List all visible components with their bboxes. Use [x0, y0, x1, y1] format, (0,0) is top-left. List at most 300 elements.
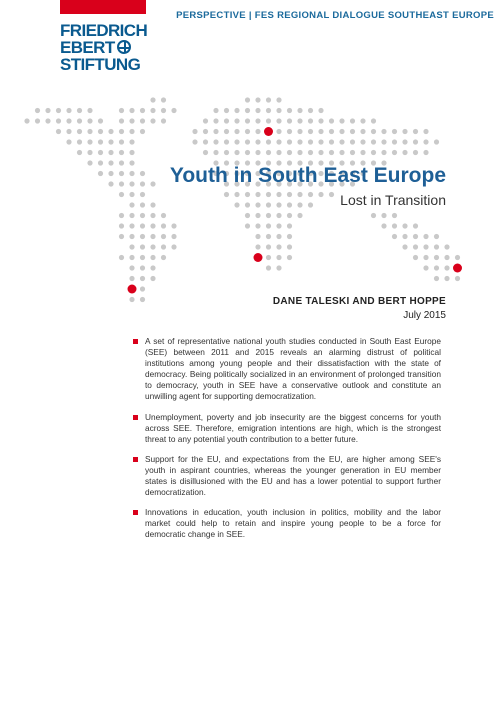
map-dot [161, 213, 166, 218]
map-dot [276, 129, 281, 134]
map-dot [297, 108, 302, 113]
map-dot [224, 139, 229, 144]
map-dot [129, 223, 134, 228]
map-dot [77, 139, 82, 144]
bullet-square-icon [133, 510, 138, 515]
map-dot [213, 150, 218, 155]
map-dot [140, 255, 145, 260]
map-dot [87, 139, 92, 144]
map-dot [318, 139, 323, 144]
map-dot [150, 202, 155, 207]
map-dot [255, 97, 260, 102]
map-dot [192, 129, 197, 134]
map-dot [308, 202, 313, 207]
map-dot [98, 129, 103, 134]
map-dot [245, 150, 250, 155]
map-dot [140, 213, 145, 218]
map-dot [213, 118, 218, 123]
map-dot [434, 244, 439, 249]
map-dot [255, 129, 260, 134]
map-dot [392, 139, 397, 144]
map-dot [192, 139, 197, 144]
map-dot [150, 265, 155, 270]
map-dot [129, 139, 134, 144]
map-dot [329, 129, 334, 134]
map-dot [360, 150, 365, 155]
map-dot [266, 97, 271, 102]
map-dot [87, 160, 92, 165]
map-dot [234, 129, 239, 134]
map-dot [140, 276, 145, 281]
series-headline: PERSPECTIVE | FES REGIONAL DIALOGUE SOUTHEAST EUROPE [176, 10, 494, 21]
logo-word-1: FRIEDRICH [60, 21, 148, 40]
map-dot [276, 255, 281, 260]
map-dot [255, 223, 260, 228]
map-dot [150, 213, 155, 218]
map-dot [203, 150, 208, 155]
map-dot [161, 255, 166, 260]
map-dot [171, 234, 176, 239]
map-dot [255, 202, 260, 207]
map-dot [140, 297, 145, 302]
map-dot [392, 150, 397, 155]
map-dot [245, 97, 250, 102]
map-dot [161, 97, 166, 102]
map-dot [413, 244, 418, 249]
map-dot [56, 129, 61, 134]
map-dot [329, 118, 334, 123]
logo-word-2: EBERT [60, 38, 115, 57]
map-dot [35, 108, 40, 113]
map-dot [129, 160, 134, 165]
map-dot [161, 223, 166, 228]
map-dot [423, 244, 428, 249]
map-dot [276, 244, 281, 249]
map-dot [297, 213, 302, 218]
map-dot [339, 150, 344, 155]
map-dot [213, 139, 218, 144]
map-dot [234, 150, 239, 155]
map-dot [276, 108, 281, 113]
map-dot [129, 108, 134, 113]
map-dot [119, 139, 124, 144]
map-dot [402, 150, 407, 155]
map-dot [402, 234, 407, 239]
map-dot [350, 129, 355, 134]
map-dot [140, 286, 145, 291]
map-highlight-dot [128, 285, 137, 294]
map-dot [266, 108, 271, 113]
map-dot [77, 118, 82, 123]
map-dot [56, 108, 61, 113]
map-dot [329, 192, 334, 197]
map-dot [287, 234, 292, 239]
map-dot [308, 108, 313, 113]
bullet-item [133, 454, 441, 498]
map-dot [402, 244, 407, 249]
map-dot [98, 171, 103, 176]
map-dot [129, 150, 134, 155]
map-dot [413, 129, 418, 134]
map-dot [129, 265, 134, 270]
map-dot [255, 234, 260, 239]
bullet-square-icon [133, 339, 138, 344]
map-dot [276, 139, 281, 144]
map-dot [77, 129, 82, 134]
map-dot [66, 139, 71, 144]
map-dot [308, 139, 313, 144]
map-dot [213, 108, 218, 113]
bullet-item [133, 336, 441, 403]
map-dot [455, 255, 460, 260]
bullet-text: Unemployment, poverty and job insecurity are the biggest concerns for youth across SEE. Therefore, emigration intentions are high, which is the strongest threat to any potential youth contribution to a better future. [145, 411, 441, 444]
bullet-square-icon [133, 415, 138, 420]
map-dot [423, 150, 428, 155]
map-dot [287, 202, 292, 207]
map-highlight-dot [453, 264, 462, 273]
map-dot [56, 118, 61, 123]
map-dot [150, 234, 155, 239]
map-dot [150, 97, 155, 102]
map-dot [234, 118, 239, 123]
map-dot [245, 223, 250, 228]
map-dot [287, 255, 292, 260]
map-dot [129, 244, 134, 249]
map-dot [108, 129, 113, 134]
bullet-square-icon [133, 457, 138, 462]
map-dot [140, 129, 145, 134]
map-dot [77, 108, 82, 113]
map-dot [266, 118, 271, 123]
map-dot [423, 265, 428, 270]
map-dot [45, 118, 50, 123]
map-dot [150, 108, 155, 113]
map-dot [392, 129, 397, 134]
map-dot [297, 192, 302, 197]
map-dot [119, 255, 124, 260]
map-dot [308, 150, 313, 155]
map-dot [119, 108, 124, 113]
map-dot [297, 139, 302, 144]
map-dot [150, 223, 155, 228]
map-dot [402, 129, 407, 134]
map-dot [276, 202, 281, 207]
map-dot [129, 192, 134, 197]
map-dot [255, 192, 260, 197]
map-dot [329, 139, 334, 144]
map-dot [266, 244, 271, 249]
map-dot [276, 265, 281, 270]
map-dot [381, 139, 386, 144]
map-dot [276, 150, 281, 155]
map-dot [98, 150, 103, 155]
map-dot [297, 118, 302, 123]
map-dot [140, 223, 145, 228]
map-dot [234, 202, 239, 207]
map-dot [87, 129, 92, 134]
map-dot [119, 181, 124, 186]
map-dot [87, 150, 92, 155]
map-dot [297, 150, 302, 155]
map-dot [276, 97, 281, 102]
map-dot [129, 171, 134, 176]
map-dot [245, 192, 250, 197]
map-dot [308, 129, 313, 134]
map-dot [66, 108, 71, 113]
map-dot [402, 223, 407, 228]
map-dot [255, 150, 260, 155]
map-dot [287, 118, 292, 123]
map-dot [434, 234, 439, 239]
bullet-item [133, 412, 441, 445]
map-dot [66, 129, 71, 134]
map-dot [318, 118, 323, 123]
map-dot [339, 129, 344, 134]
map-dot [129, 202, 134, 207]
map-dot [171, 223, 176, 228]
map-dot [318, 150, 323, 155]
map-dot [203, 129, 208, 134]
map-dot [318, 129, 323, 134]
map-dot [339, 139, 344, 144]
map-dot [255, 213, 260, 218]
map-dot [287, 244, 292, 249]
map-dot [119, 223, 124, 228]
map-dot [119, 160, 124, 165]
map-dot [318, 192, 323, 197]
map-dot [434, 255, 439, 260]
map-dot [171, 244, 176, 249]
map-dot [434, 265, 439, 270]
map-dot [119, 234, 124, 239]
map-dot [87, 108, 92, 113]
map-dot [287, 139, 292, 144]
map-dot [150, 276, 155, 281]
map-dot [213, 129, 218, 134]
map-dot [381, 223, 386, 228]
map-dot [266, 192, 271, 197]
map-dot [276, 192, 281, 197]
map-dot [203, 118, 208, 123]
map-dot [245, 213, 250, 218]
map-dot [455, 276, 460, 281]
authors: DANE TALESKI AND BERT HOPPE [272, 296, 446, 307]
map-dot [329, 150, 334, 155]
bullet-text: Support for the EU, and expectations from the EU, are higher among SEE's youth in aspirant countries, whereas the younger generation in EU member states is disillusioned with the EU and has a lower potential to support further democratization. [145, 453, 441, 498]
bullet-text: A set of representative national youth studies conducted in South East Europe (SEE) between 2011 and 2015 reveals an alarming distrust of political institutions among young people and their dissatisfaction with the state of democracy. Being politically socialized in an environment of prolonged transition to democracy, youth in SEE have a conservative outlook and constitute an unwilling agent for supporting democratization. [145, 336, 441, 402]
map-dot [150, 118, 155, 123]
map-dot [35, 118, 40, 123]
map-dot [434, 139, 439, 144]
map-dot [245, 129, 250, 134]
map-dot [224, 192, 229, 197]
map-dot [234, 139, 239, 144]
map-dot [381, 129, 386, 134]
map-dot [255, 108, 260, 113]
map-dot [150, 244, 155, 249]
map-dot [245, 108, 250, 113]
map-dot [276, 213, 281, 218]
map-dot [108, 139, 113, 144]
map-dot [287, 150, 292, 155]
map-dot [276, 234, 281, 239]
map-dot [224, 118, 229, 123]
map-dot [224, 108, 229, 113]
map-dot [140, 202, 145, 207]
map-dot [287, 223, 292, 228]
page-subtitle: Lost in Transition [340, 192, 446, 208]
map-dot [423, 139, 428, 144]
map-dot [140, 265, 145, 270]
map-dot [108, 171, 113, 176]
map-dot [98, 118, 103, 123]
map-dot [371, 150, 376, 155]
map-dot [287, 129, 292, 134]
publication-date: July 2015 [403, 310, 446, 321]
map-dot [119, 150, 124, 155]
map-dot [266, 213, 271, 218]
map-dot [77, 150, 82, 155]
map-dot [161, 108, 166, 113]
map-dot [150, 181, 155, 186]
map-dot [140, 234, 145, 239]
map-dot [98, 139, 103, 144]
map-dot [140, 181, 145, 186]
map-dot [423, 129, 428, 134]
map-dot [66, 118, 71, 123]
map-dot [360, 118, 365, 123]
map-dot [245, 139, 250, 144]
map-dot [266, 150, 271, 155]
map-dot [266, 223, 271, 228]
map-dot [350, 118, 355, 123]
map-dot [339, 118, 344, 123]
map-dot [171, 108, 176, 113]
map-dot [255, 139, 260, 144]
map-dot [224, 129, 229, 134]
map-dot [140, 108, 145, 113]
map-dot [140, 118, 145, 123]
map-dot [381, 150, 386, 155]
map-dot [444, 265, 449, 270]
map-dot [161, 118, 166, 123]
map-dot [308, 118, 313, 123]
map-dot [255, 244, 260, 249]
map-dot [234, 108, 239, 113]
map-dot [360, 129, 365, 134]
map-dot [266, 202, 271, 207]
map-dot [413, 255, 418, 260]
map-highlight-dot [254, 253, 263, 262]
map-dot [392, 234, 397, 239]
summary-bullets [133, 336, 441, 550]
map-dot [371, 139, 376, 144]
bullet-text: Innovations in education, youth inclusion in politics, mobility and the labor market could help to retain and inspire young people to be a force for democratic change in SEE. [145, 507, 441, 540]
map-dot [266, 139, 271, 144]
map-dot [266, 234, 271, 239]
map-dot [129, 255, 134, 260]
map-dot [297, 202, 302, 207]
map-dot [350, 150, 355, 155]
map-dot [129, 297, 134, 302]
map-dot [129, 129, 134, 134]
map-dot [234, 192, 239, 197]
map-dot [371, 213, 376, 218]
map-highlight-dot [264, 127, 273, 136]
map-dot [360, 139, 365, 144]
map-dot [287, 108, 292, 113]
map-dot [245, 202, 250, 207]
map-dot [108, 150, 113, 155]
map-dot [276, 118, 281, 123]
map-dot [119, 129, 124, 134]
map-dot [266, 265, 271, 270]
map-dot [287, 192, 292, 197]
map-dot [108, 160, 113, 165]
map-dot [119, 118, 124, 123]
map-dot [203, 139, 208, 144]
map-dot [150, 255, 155, 260]
map-dot [413, 223, 418, 228]
map-dot [140, 171, 145, 176]
map-dot [87, 118, 92, 123]
map-dot [119, 171, 124, 176]
map-dot [129, 213, 134, 218]
map-dot [371, 118, 376, 123]
map-dot [444, 244, 449, 249]
map-dot [392, 213, 397, 218]
map-dot [350, 139, 355, 144]
map-dot [444, 255, 449, 260]
map-dot [423, 255, 428, 260]
map-dot [45, 108, 50, 113]
map-dot [423, 234, 428, 239]
map-dot [371, 129, 376, 134]
map-dot [129, 118, 134, 123]
map-dot [129, 234, 134, 239]
map-dot [161, 234, 166, 239]
map-dot [245, 118, 250, 123]
map-dot [297, 129, 302, 134]
map-dot [434, 276, 439, 281]
logo-word-3: STIFTUNG [60, 55, 141, 74]
map-dot [413, 150, 418, 155]
map-dot [381, 213, 386, 218]
map-dot [224, 150, 229, 155]
map-dot [108, 181, 113, 186]
map-dot [161, 244, 166, 249]
map-dot [24, 118, 29, 123]
bullet-item [133, 507, 441, 540]
map-dot [119, 213, 124, 218]
map-dot [413, 139, 418, 144]
map-dot [255, 118, 260, 123]
map-dot [129, 276, 134, 281]
map-dot [266, 255, 271, 260]
map-dot [308, 192, 313, 197]
map-dot [444, 276, 449, 281]
map-dot [140, 244, 145, 249]
map-dot [413, 234, 418, 239]
map-dot [98, 160, 103, 165]
map-dot [392, 223, 397, 228]
page-title: Youth in South East Europe [169, 164, 446, 187]
map-dot [287, 213, 292, 218]
map-dot [318, 108, 323, 113]
map-dot [276, 223, 281, 228]
map-dot [119, 192, 124, 197]
map-dot [129, 181, 134, 186]
